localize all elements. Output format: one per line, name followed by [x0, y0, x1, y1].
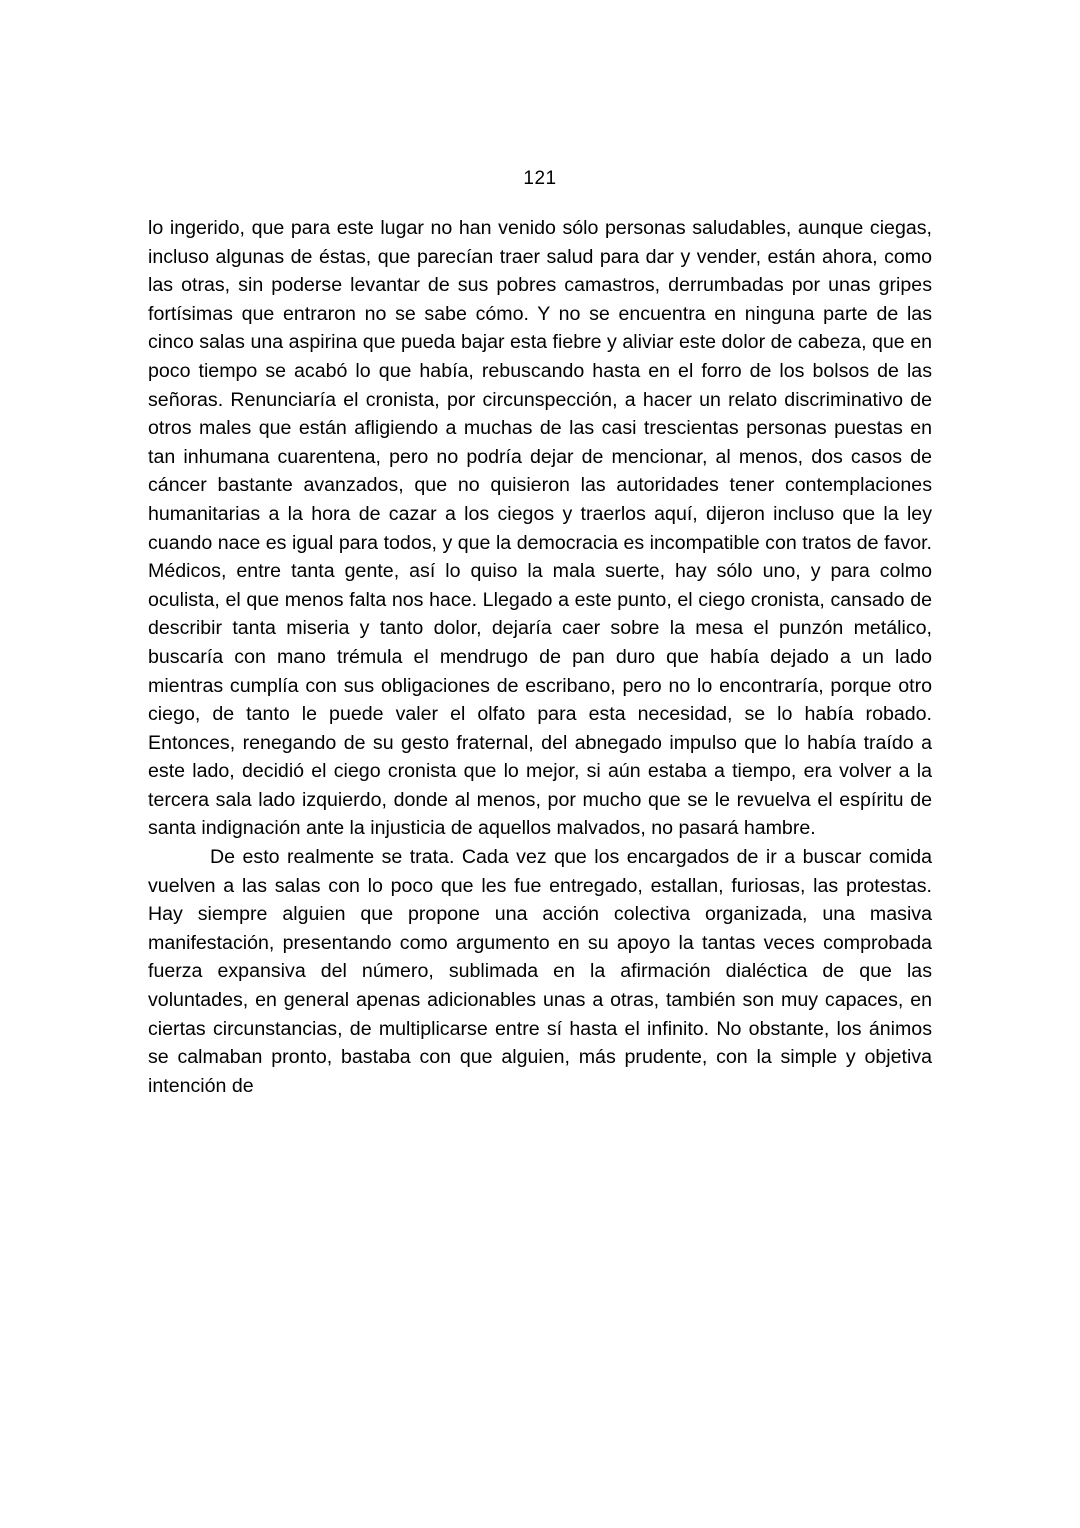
paragraph: De esto realmente se trata. Cada vez que los encargados de ir a buscar comida vuelven a las salas con lo poco que les fue entregado, estallan, furiosas, las protestas. Hay siempre alguien que propone una acción colectiva organizada, una masiva manifestación, presentando como argumento en su apoyo la tantas veces comprobada fuerza expansiva del número, sublimada en la afirmación dialéctica de que las voluntades, en general apenas adicionables unas a otras, también son muy capaces, en ciertas circunstancias, de multiplicarse entre sí hasta el infinito. No obstante, los ánimos se calmaban pronto, bastaba con que alguien, más prudente, con la simple y objetiva intención de: [148, 846, 932, 1097]
paragraph: lo ingerido, que para este lugar no han venido sólo personas saludables, aunque ciegas, incluso algunas de éstas, que parecían traer salud para dar y vender, están ahora, como las otras, sin poderse levantar de sus pobres camastros, derrumbadas por unas gripes fortísimas que entraron no se sabe cómo. Y no se encuentra en ninguna parte de las cinco salas una aspirina que pueda bajar esta fiebre y aliviar este dolor de cabeza, que en poco tiempo se acabó lo que había, rebuscando hasta en el forro de los bolsos de las señoras. Renunciaría el cronista, por circunspección, a hacer un relato discriminativo de otros males que están afligiendo a muchas de las casi trescientas personas puestas en tan inhumana cuarentena, pero no podría dejar de mencionar, al menos, dos casos de cáncer bastante avanzados, que no quisieron las autoridades tener contemplaciones humanitarias a la hora de cazar a los ciegos y traerlos aquí, dijeron incluso que la ley cuando nace es igual para todos, y que la democracia es incompatible con tratos de favor. Médicos, entre tanta gente, así lo quiso la mala suerte, hay sólo uno, y para colmo oculista, el que menos falta nos hace. Llegado a este punto, el ciego cronista, cansado de describir tanta miseria y tanto dolor, dejaría caer sobre la mesa el punzón metálico, buscaría con mano trémula el mendrugo de pan duro que había dejado a un lado mientras cumplía con sus obligaciones de escribano, pero no lo encontraría, porque otro ciego, de tanto le puede valer el olfato para esta necesidad, se lo había robado. Entonces, renegando de su gesto fraternal, del abnegado impulso que lo había traído a este lado, decidió el ciego cronista que lo mejor, si aún estaba a tiempo, era volver a la tercera sala lado izquierdo, donde al menos, por mucho que se le revuelva el espíritu de santa indignación ante la injusticia de aquellos malvados, no pasará hambre.: [148, 217, 932, 840]
page-body: [148, 214, 932, 1100]
page-number: 121: [523, 168, 557, 189]
